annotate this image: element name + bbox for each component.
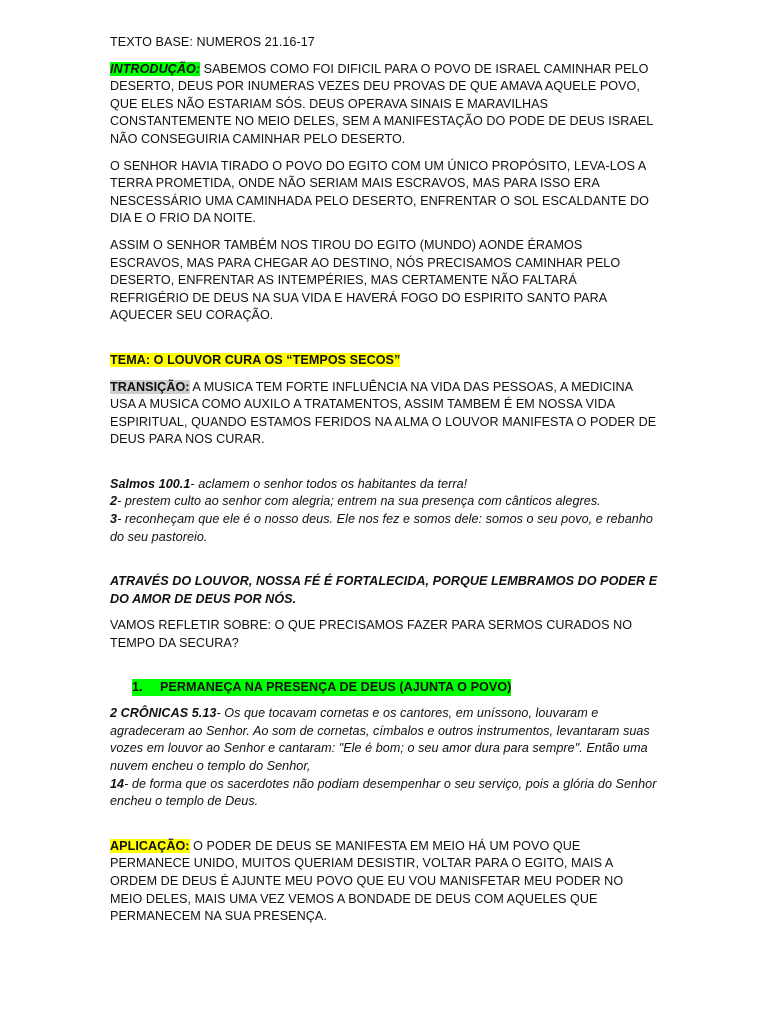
salmos-v2-number: 2 <box>110 494 118 509</box>
tema-heading <box>110 352 658 370</box>
salmos-verse-1 <box>110 476 658 494</box>
point-1-number: 1. <box>132 679 160 697</box>
tema-label: TEMA: O LOUVOR CURA OS “TEMPOS SECOS” <box>110 352 401 367</box>
aplicacao-paragraph <box>110 838 658 926</box>
cronicas-quote <box>110 705 658 811</box>
introducao-label: INTRODUÇÃO: <box>110 61 201 76</box>
cronicas-v14-number: 14 <box>110 776 125 791</box>
transicao-paragraph <box>110 379 658 449</box>
cronicas-v14-text: - de forma que os sacerdotes não podiam desempenhar o seu serviço, pois a glória do Senhor encheu o templo de Deus. <box>110 776 657 809</box>
introducao-paragraph <box>110 61 658 149</box>
transicao-label: TRANSIÇÃO: <box>110 379 190 394</box>
cronicas-verse-13 <box>110 705 658 775</box>
paragraph-egito: O SENHOR HAVIA TIRADO O POVO DO EGITO COM UM ÚNICO PROPÓSITO, LEVA-LOS A TERRA PROMETIDA, ONDE NÃO SERIAM MAIS ESCRAVOS, MAS PARA ISSO ERA NESCESSÁRIO UMA CAMINHADA PELO DESERTO, ENFRENTAR O SOL ESCALDANTE DO DIA E O FRIO DA NOITE. <box>110 158 650 226</box>
salmos-v2-text: - prestem culto ao senhor com alegria; entrem na sua presença com cânticos alegres. <box>117 494 601 509</box>
salmos-v3-number: 3 <box>110 512 118 527</box>
paragraph-assim: ASSIM O SENHOR TAMBÉM NOS TIROU DO EGITO (MUNDO) AONDE ÉRAMOS ESCRAVOS, MAS PARA CHEGAR AO DESTINO, NÓS PRECISAMOS CAMINHAR PELO DESERTO, ENFRENTAR AS INTEMPÉRIES, MAS CERTAMENTE NÃO FALTARÁ REFRIGÉRIO DE DEUS NA SUA VIDA E HAVERÁ FOGO DO ESPIRITO SANTO PARA AQUECER SEU CORAÇÃO. <box>110 237 621 323</box>
transicao-text: A MUSICA TEM FORTE INFLUÊNCIA NA VIDA DAS PESSOAS, A MEDICINA USA A MUSICA COMO AUXILO A TRATAMENTOS, ASSIM TAMBEM É EM NOSSA VIDA ESPIRITUAL, QUANDO ESTAMOS FERIDOS NA ALMA O LOUVOR MANIFESTA O PODER DE DEUS PARA NOS CURAR. <box>110 379 657 447</box>
salmos-verse-3 <box>110 511 658 546</box>
introducao-text: SABEMOS COMO FOI DIFICIL PARA O POVO DE ISRAEL CAMINHAR PELO DESERTO, DEUS POR INUMERAS VEZES DEU PROVAS DE QUE AMAVA AQUELE POVO, QUE ELES NÃO ESTARIAM SÓS. DEUS OPERAVA SINAIS E MARAVILHAS CONSTANTEMENTE NO MEIO DELES, SEM A MANIFESTAÇÃO DO PODE DE DEUS ISRAEL NÃO CONSEGUIRIA CAMINHAR PELO DESERTO. <box>110 61 653 146</box>
salmos-quote <box>110 476 658 546</box>
atraves-statement: ATRAVÉS DO LOUVOR, NOSSA FÉ É FORTALECIDA, PORQUE LEMBRAMOS DO PODER E DO AMOR DE DEUS POR NÓS. <box>110 574 658 606</box>
document-page <box>110 34 658 926</box>
texto-base-line: TEXTO BASE: NUMEROS 21.16-17 <box>110 35 315 49</box>
vamos-refletir: VAMOS REFLETIR SOBRE: O QUE PRECISAMOS FAZER PARA SERMOS CURADOS NO TEMPO DA SECURA? <box>110 618 633 651</box>
cronicas-verse-14 <box>110 776 658 811</box>
salmos-v3-text: - reconheçam que ele é o nosso deus. Ele nos fez e somos dele: somos o seu povo, e rebanho do seu pastoreio. <box>110 512 653 544</box>
point-1-title: PERMANEÇA NA PRESENÇA DE DEUS (AJUNTA O POVO) <box>160 679 511 697</box>
salmos-ref: Salmos 100.1 <box>110 476 191 491</box>
aplicacao-label: APLICAÇÃO: <box>110 838 190 853</box>
point-1-heading <box>132 679 658 697</box>
salmos-verse-2 <box>110 493 658 511</box>
salmos-v1-text: - aclamem o senhor todos os habitantes da terra! <box>190 476 468 491</box>
aplicacao-text: O PODER DE DEUS SE MANIFESTA EM MEIO HÁ UM POVO QUE PERMANECE UNIDO, MUITOS QUERIAM DESISTIR, VOLTAR PARA O EGITO, MAIS A ORDEM DE DEUS É AJUNTE MEU POVO QUE EU VOU MANISFETAR MEU PODER NO MEIO DELES, MAIS UMA VEZ VEMOS A BONDADE DE DEUS COM AQUELES QUE PERMANECEM NA SUA PRESENÇA. <box>110 838 624 924</box>
cronicas-v13-text: - Os que tocavam cornetas e os cantores, em uníssono, louvaram e agradeceram ao Senhor. Ao som de cornetas, címbalos e outros instrumentos, levantaram suas vozes em louvor ao Senhor e cantaram: "Ele é bom; o seu amor dura para sempre". Então uma nuvem encheu o templo do Senhor, <box>110 706 650 773</box>
cronicas-ref: 2 CRÔNICAS 5.13 <box>110 706 217 721</box>
